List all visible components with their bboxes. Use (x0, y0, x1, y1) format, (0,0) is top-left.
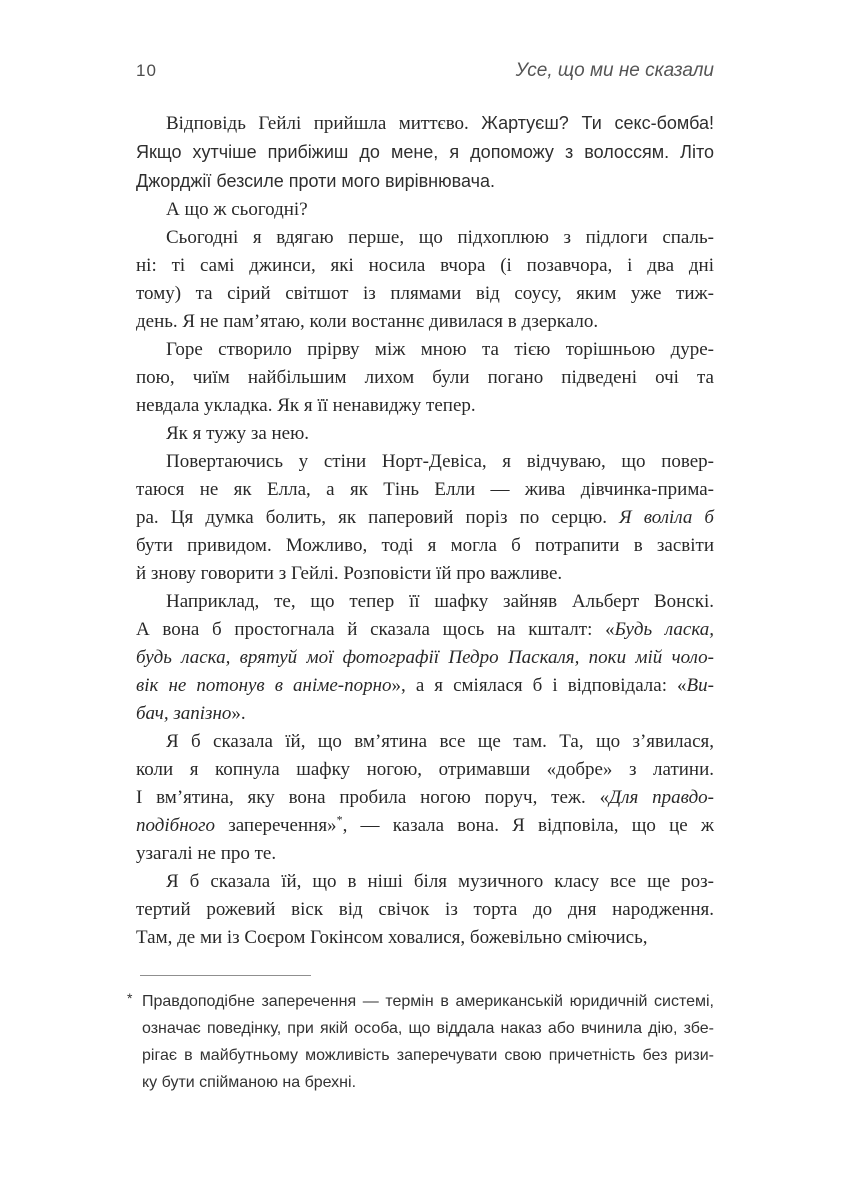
text-line (136, 700, 714, 728)
body-text-segment: Відповідь Гейлі прийшла миттєво. (166, 113, 482, 134)
body-text-segment: », а я сміялася б і відповідала: « (391, 675, 687, 696)
page-number: 10 (136, 61, 157, 80)
text-line (136, 812, 714, 840)
text-line (136, 644, 714, 672)
body-text-segment: І вм’ятина, яку вона пробила ногою поруч, теж. « (136, 787, 610, 808)
footnote-line: рігає в майбутньому можливість заперечувати свою причетність без ризи- (142, 1047, 714, 1064)
footnote-line: ку бути спійманою на брехні. (142, 1074, 357, 1091)
text-line (136, 196, 714, 224)
text-line (136, 756, 714, 784)
paragraph (136, 224, 714, 336)
text-line (136, 420, 714, 448)
body-text-segment: , — казала вона. Я відповіла, що це ж (342, 815, 714, 836)
text-line (136, 109, 714, 138)
body-text-segment: невдала укладка. Як я її ненавиджу тепер. (136, 395, 476, 416)
body-text-segment: тертий рожевий віск від свічок із торта до дня народження. (136, 899, 714, 920)
text-line (136, 896, 714, 924)
text-line (136, 672, 714, 700)
body-text-segment: ні: ті самі джинси, які носила вчора (і позавчора, і два дні (136, 255, 714, 276)
text-line (136, 336, 714, 364)
footnote-separator (140, 975, 311, 976)
body-text-segment: Я б сказала їй, що в ніші біля музичного класу все ще роз- (166, 871, 714, 892)
body-text-segment: ра. Ця думка болить, як паперовий поріз по серцю. (136, 507, 620, 528)
paragraph (136, 448, 714, 588)
paragraph (136, 868, 714, 952)
italic-text-segment: подібного (136, 815, 216, 836)
body-text-segment: таюся не як Елла, а як Тінь Елли — жива дівчинка-прима- (136, 479, 714, 500)
text-line (136, 224, 714, 252)
paragraph (136, 109, 714, 196)
body-text-segment: тому) та сірий світшот із плямами від соусу, яким уже тиж- (136, 283, 714, 304)
body-text-segment: день. Я не пам’ятаю, коли востаннє дивилася в дзеркало. (136, 311, 599, 332)
paragraph (136, 588, 714, 728)
footnote (127, 988, 714, 1096)
message-text-segment: Якщо хутчіше прибіжиш до мене, я допоможу з волоссям. Літо (136, 142, 714, 162)
paragraph (136, 420, 714, 448)
text-line (136, 532, 714, 560)
body-text-segment: Наприклад, те, що тепер її шафку зайняв Альберт Вонскі. (166, 591, 714, 612)
text-line (136, 784, 714, 812)
italic-text-segment: будь ласка, врятуй мої фотографії Педро Паскаля, поки мій чоло- (136, 647, 714, 668)
running-title: Усе, що ми не сказали (515, 60, 714, 81)
body-text-segment: А вона б простогнала й сказала щось на кшталт: « (136, 619, 615, 640)
footnote-ref-asterisk: * (336, 812, 343, 827)
body-text-segment: узагалі не про те. (136, 843, 277, 864)
body-text-segment: А що ж сьогодні? (166, 199, 308, 220)
text-line (136, 138, 714, 167)
italic-text-segment: Для правдо- (609, 787, 715, 808)
text-line (136, 504, 714, 532)
body-text-segment: пою, чиїм найбільшим лихом були погано підведені очі та (136, 367, 714, 388)
text-line (136, 308, 714, 336)
text-line (136, 588, 714, 616)
body-text-segment: й знову говорити з Гейлі. Розповісти їй про важливе. (136, 563, 563, 584)
footnote-line: означає поведінку, при якій особа, що віддала наказ або вчинила дію, збе- (142, 1020, 714, 1037)
paragraph (136, 336, 714, 420)
body-text (136, 109, 714, 952)
body-text-segment: Там, де ми із Соєром Гокінсом ховалися, божевільно сміючись, (136, 927, 648, 948)
body-text-segment: Як я тужу за нею. (166, 423, 310, 444)
paragraph (136, 196, 714, 224)
text-line (136, 252, 714, 280)
text-line (136, 364, 714, 392)
body-text-segment: заперечення» (215, 815, 337, 836)
paragraph (136, 728, 714, 868)
running-header (136, 60, 714, 82)
italic-text-segment: Будь ласка, (614, 619, 714, 640)
message-text-segment: Джорджії безсиле проти мого вирівнювача. (136, 171, 495, 191)
text-line (136, 476, 714, 504)
footnote-lines (142, 988, 714, 1096)
footnote-marker: * (127, 990, 133, 1006)
footnote-line: Правдоподібне заперечення — термін в американській юридичній системі, (142, 993, 714, 1010)
italic-text-segment: бач, запізно (136, 703, 232, 724)
body-text-segment: коли я копнула шафку ногою, отримавши «добре» з латини. (136, 759, 714, 780)
italic-text-segment: вік не потонув в аніме-порно (136, 675, 392, 696)
body-text-segment: бути привидом. Можливо, тоді я могла б потрапити в засвіти (136, 535, 714, 556)
text-line (136, 448, 714, 476)
text-line (136, 728, 714, 756)
text-line (136, 167, 714, 196)
italic-text-segment: Я воліла б (619, 507, 714, 528)
text-line (136, 616, 714, 644)
body-text-segment: Горе створило прірву між мною та тією торішньою дуре- (166, 339, 714, 360)
text-line (136, 868, 714, 896)
text-line (136, 392, 714, 420)
body-text-segment: Сьогодні я вдягаю перше, що підхоплюю з підлоги спаль- (166, 227, 714, 248)
body-text-segment: ». (231, 703, 246, 724)
text-line (136, 840, 714, 868)
text-line (136, 280, 714, 308)
body-text-segment: Я б сказала їй, що вм’ятина все ще там. Та, що з’явилася, (166, 731, 714, 752)
italic-text-segment: Ви- (686, 675, 714, 696)
text-line (136, 924, 714, 952)
text-line (136, 560, 714, 588)
body-text-segment: Повертаючись у стіни Норт-Девіса, я відчуваю, що повер- (166, 451, 714, 472)
message-text-segment: Жартуєш? Ти секс-бомба! (481, 113, 714, 133)
